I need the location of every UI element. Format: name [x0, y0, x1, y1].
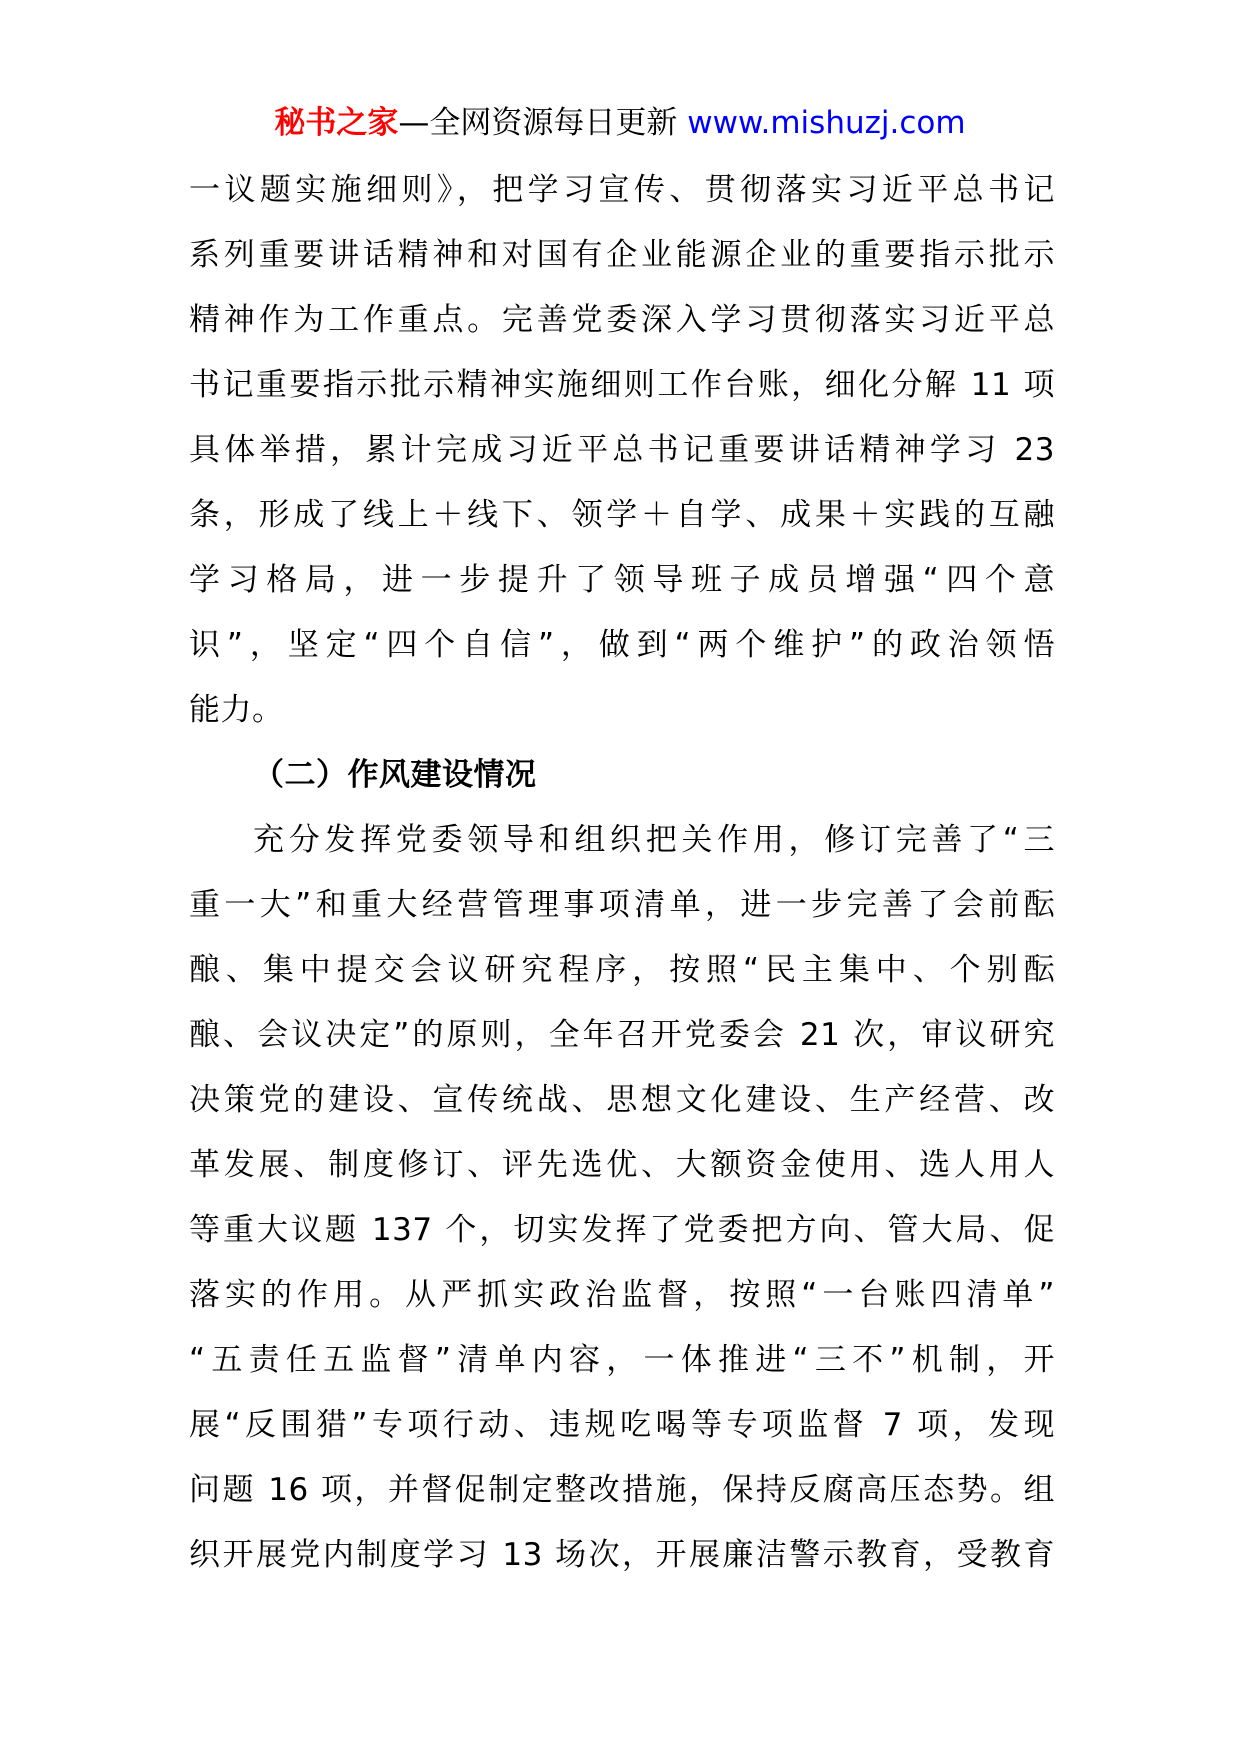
paragraph-line: 具体举措，累计完成习近平总书记重要讲话精神学习 23: [189, 432, 1055, 468]
paragraph-line: 一议题实施细则》，把学习宣传、贯彻落实习近平总书记: [189, 172, 1055, 208]
paragraph-line: 展“反围猎”专项行动、违规吃喝等专项监督 7 项，发现: [189, 1407, 1055, 1443]
paragraph-2: [189, 808, 1055, 1588]
paragraph-line: 系列重要讲话精神和对国有企业能源企业的重要指示批示: [189, 237, 1055, 273]
paragraph-line: 书记重要指示批示精神实施细则工作台账，细化分解 11 项: [189, 367, 1055, 403]
section-heading: （二）作风建设情况: [253, 757, 537, 793]
paragraph-line: 酿、会议决定”的原则，全年召开党委会 21 次，审议研究: [189, 1017, 1055, 1053]
paragraph-line: 落实的作用。从严抓实政治监督，按照“一台账四清单”: [189, 1277, 1055, 1313]
paragraph-line: 能力。: [189, 692, 284, 728]
paragraph-line: 革发展、制度修订、评先选优、大额资金使用、选人用人: [189, 1147, 1055, 1183]
header-url-link[interactable]: www.mishuzj.com: [687, 105, 966, 141]
paragraph-line: 充分发挥党委领导和组织把关作用，修订完善了“三: [253, 822, 1055, 858]
paragraph-line: “五责任五监督”清单内容，一体推进“三不”机制，开: [189, 1342, 1055, 1378]
paragraph-line: 决策党的建设、宣传统战、思想文化建设、生产经营、改: [189, 1082, 1055, 1118]
paragraph-line: 等重大议题 137 个，切实发挥了党委把方向、管大局、促: [189, 1212, 1055, 1248]
paragraph-line: 问题 16 项，并督促制定整改措施，保持反腐高压态势。组: [189, 1472, 1055, 1508]
header-tagline: —全网资源每日更新: [398, 105, 688, 141]
paragraph-line: 学习格局，进一步提升了领导班子成员增强“四个意: [189, 562, 1055, 598]
paragraph-line: 条，形成了线上＋线下、领学＋自学、成果＋实践的互融: [189, 497, 1055, 533]
paragraph-line: 织开展党内制度学习 13 场次，开展廉洁警示教育，受教育: [189, 1537, 1055, 1573]
paragraph-line: 重一大”和重大经营管理事项清单，进一步完善了会前酝: [189, 887, 1055, 923]
paragraph-line: 酿、集中提交会议研究程序，按照“民主集中、个别酝: [189, 952, 1055, 988]
header-brand: 秘书之家: [274, 105, 399, 141]
paragraph-line: 精神作为工作重点。完善党委深入学习贯彻落实习近平总: [189, 302, 1055, 338]
paragraph-1: [189, 158, 1055, 743]
page-header: [0, 100, 1240, 146]
paragraph-line: 识”，坚定“四个自信”，做到“两个维护”的政治领悟: [189, 627, 1055, 663]
document-body: [189, 158, 1055, 1588]
